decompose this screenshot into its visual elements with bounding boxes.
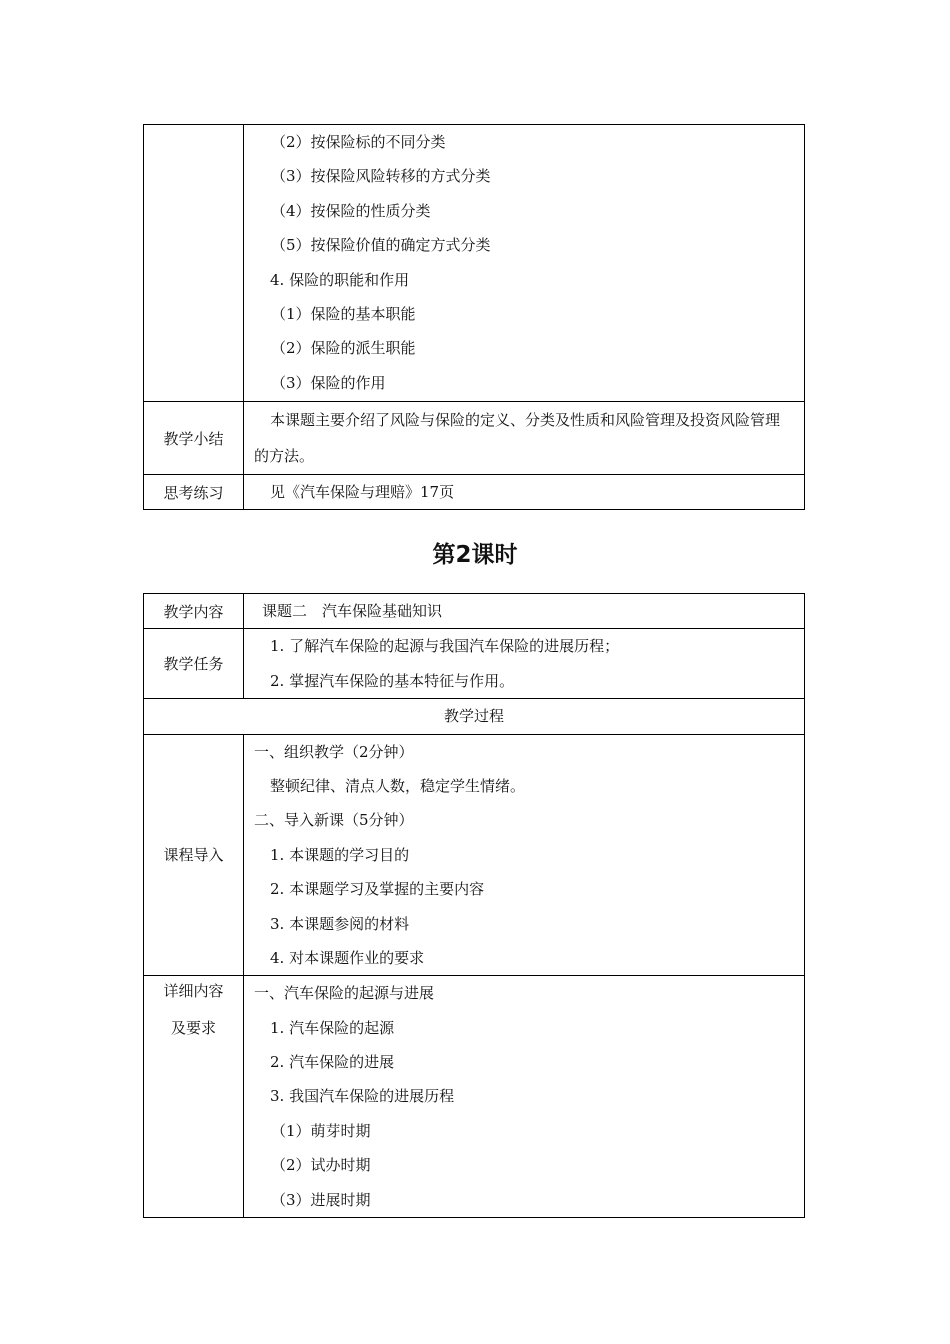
list-item: 1. 了解汽车保险的起源与我国汽车保险的进展历程； bbox=[270, 637, 620, 656]
list-item: （1）保险的基本职能 bbox=[271, 304, 416, 323]
list-item: 3. 本课题参阅的材料 bbox=[270, 914, 410, 933]
table-row bbox=[144, 594, 805, 629]
exercise-cell bbox=[244, 475, 805, 510]
list-item: 二、导入新课（5分钟） bbox=[254, 811, 414, 830]
list-item: （2）按保险标的不同分类 bbox=[271, 133, 446, 151]
process-header-text: 教学过程 bbox=[443, 707, 504, 726]
exercise-label: 思考练习 bbox=[144, 475, 244, 510]
summary-label: 教学小结 bbox=[144, 402, 244, 475]
detail-cell bbox=[244, 976, 805, 1218]
list-item: （3）保险的作用 bbox=[271, 373, 386, 392]
content-label: 教学内容 bbox=[144, 594, 244, 629]
table-row bbox=[144, 402, 805, 475]
intro-cell bbox=[244, 734, 805, 976]
empty-label-cell bbox=[144, 125, 244, 402]
list-item: （2）保险的派生职能 bbox=[271, 339, 416, 358]
detail-label-line: 详细内容 bbox=[163, 982, 224, 1001]
list-item: 一、组织教学（2分钟） bbox=[254, 742, 414, 761]
process-header bbox=[144, 699, 805, 734]
list-item: （5）按保险价值的确定方式分类 bbox=[271, 236, 491, 255]
list-item: 2. 掌握汽车保险的基本特征与作用。 bbox=[270, 671, 515, 690]
list-item: 4. 保险的职能和作用 bbox=[270, 270, 410, 289]
list-item: 2. 汽车保险的进展 bbox=[270, 1053, 395, 1072]
table-row bbox=[144, 629, 805, 699]
exercise-text: 见《汽车保险与理赔》17页 bbox=[270, 483, 455, 501]
list-item: 整顿纪律、清点人数，稳定学生情绪。 bbox=[270, 776, 526, 795]
list-item: 1. 本课题的学习目的 bbox=[270, 845, 410, 864]
table-row bbox=[144, 734, 805, 976]
list-item: 一、汽车保险的起源与进展 bbox=[254, 984, 435, 1003]
content-cell bbox=[244, 594, 805, 629]
list-item: 4. 对本课题作业的要求 bbox=[270, 948, 425, 967]
content-cell bbox=[244, 125, 805, 402]
list-item: 1. 汽车保险的起源 bbox=[270, 1018, 395, 1037]
list-item: （1）萌芽时期 bbox=[271, 1121, 371, 1140]
list-item: 2. 本课题学习及掌握的主要内容 bbox=[270, 880, 485, 899]
lesson-heading: 第2课时 bbox=[432, 542, 518, 568]
summary-cell bbox=[244, 402, 805, 475]
table-row bbox=[144, 976, 805, 1218]
detail-label-line: 及要求 bbox=[170, 1019, 216, 1038]
list-item: （3）进展时期 bbox=[271, 1190, 371, 1209]
summary-text: 本课题主要介绍了风险与保险的定义、分类及性质和风险管理及投资风险管理的方法。 bbox=[254, 411, 781, 465]
task-label: 教学任务 bbox=[144, 629, 244, 699]
detail-label bbox=[144, 976, 244, 1218]
table-row bbox=[144, 475, 805, 510]
content-text: 课题二 汽车保险基础知识 bbox=[262, 602, 443, 620]
list-item: 3. 我国汽车保险的进展历程 bbox=[270, 1087, 455, 1106]
table-row bbox=[144, 125, 805, 402]
list-item: （4）按保险的性质分类 bbox=[271, 201, 431, 220]
intro-label: 课程导入 bbox=[144, 734, 244, 976]
task-cell bbox=[244, 629, 805, 699]
table-row bbox=[144, 699, 805, 734]
lesson-table-1 bbox=[143, 124, 805, 510]
list-item: （3）按保险风险转移的方式分类 bbox=[271, 167, 491, 186]
lesson-table-2 bbox=[143, 593, 805, 1218]
list-item: （2）试办时期 bbox=[271, 1156, 371, 1175]
